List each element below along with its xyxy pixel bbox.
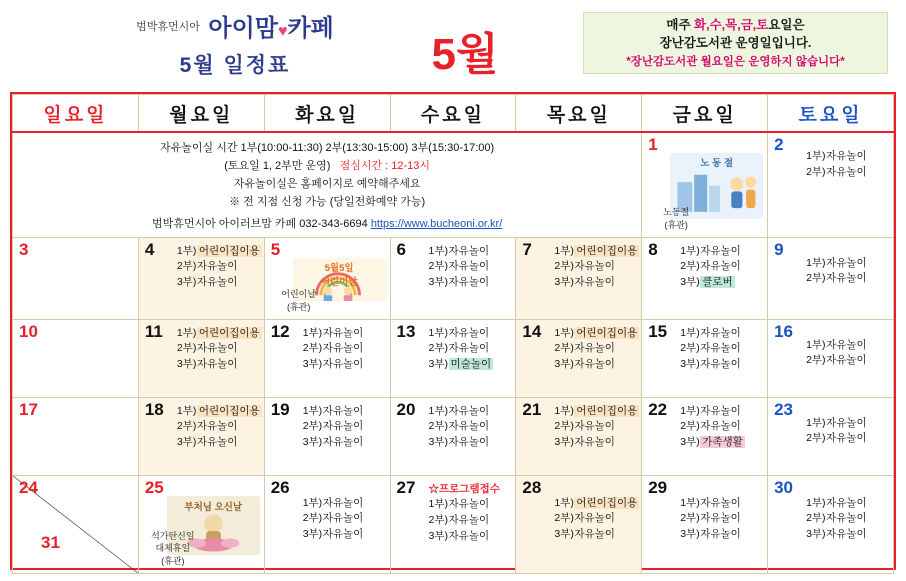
day-26 — [265, 476, 390, 573]
day-items — [680, 404, 764, 451]
slot-2: 2부)자유놀이 — [554, 342, 615, 355]
day-9 — [768, 238, 893, 319]
day-items — [429, 244, 513, 291]
slot-3: 3부)자유놀이 — [554, 276, 615, 289]
weekday-tue: 화요일 — [264, 95, 390, 133]
slot-1: 1부) 어린이집이용 — [176, 244, 260, 257]
day-cell-27[interactable] — [390, 475, 516, 573]
slot-3: 3부)자유놀이 — [680, 358, 741, 371]
day-number: 7 — [522, 239, 532, 259]
brand-prefix: 범박휴먼시아 — [136, 20, 200, 33]
slot-1: 1부) 어린이집이용 — [554, 496, 638, 509]
day-number: 9 — [774, 239, 784, 259]
day-number: 19 — [270, 399, 290, 419]
day-number: 18 — [144, 399, 164, 419]
slot-1: 1부)자유놀이 — [428, 498, 490, 511]
slot-1: 1부) 어린이집이용 — [176, 326, 260, 339]
slot-2: 2부)자유놀이 — [554, 260, 615, 273]
day-items — [806, 338, 890, 370]
page-header — [0, 0, 906, 90]
info-row-5: 범박휴먼시아 아이러브맘 카페 032-343-6694 https://www.bucheoni.or.kr/ — [151, 217, 503, 230]
day-cell-10[interactable] — [13, 319, 139, 397]
calendar-week-5 — [13, 475, 894, 573]
notice-line-3: *장난감도서관 월요일은 운영하지 않습니다* — [626, 55, 845, 68]
day-items — [429, 482, 513, 545]
slot-1: 1부)자유놀이 — [302, 404, 364, 417]
day-22 — [642, 398, 767, 475]
slot-3: 3부)자유놀이 — [680, 528, 741, 541]
slot-1: 1부)자유놀이 — [428, 404, 490, 417]
slot-3: 3부)자유놀이 — [554, 528, 615, 541]
day-number: 12 — [270, 321, 290, 341]
day-14 — [516, 320, 641, 397]
day-cell-22[interactable] — [642, 397, 768, 475]
weekday-sat: 토요일 — [768, 95, 894, 133]
slot-1: 1부) 어린이집이용 — [176, 404, 260, 417]
slot-1: 1부)자유놀이 — [680, 326, 741, 339]
day-number: 13 — [396, 321, 416, 341]
slot-3: 3부)자유놀이 — [428, 529, 490, 542]
day-19 — [265, 398, 390, 475]
slot-1: 1부)자유놀이 — [428, 326, 490, 339]
slot-1: 1부) 어린이집이용 — [554, 326, 638, 339]
program-label: ☆프로그램접수 — [428, 482, 500, 495]
slot-2: 2부)자유놀이 — [554, 512, 615, 525]
day-number: 4 — [144, 239, 155, 259]
day-cell-9[interactable] — [768, 237, 894, 319]
day-cell-14[interactable] — [516, 319, 642, 397]
day-5 — [265, 238, 390, 319]
day-13 — [391, 320, 516, 397]
notice-line-1: 매주 화,수,목,금,토요일은 — [666, 17, 805, 32]
day-11 — [139, 320, 264, 397]
notice-box — [583, 12, 888, 74]
slot-3: 3부)자유놀이 — [806, 528, 867, 541]
day-number: 10 — [19, 321, 38, 341]
day-number: 15 — [648, 321, 668, 341]
slot-1: 1부)자유놀이 — [302, 326, 364, 339]
slot-2: 2부)자유놀이 — [176, 260, 238, 273]
day-items — [680, 496, 764, 543]
day-cell-28[interactable] — [516, 475, 642, 573]
day-cell-23[interactable] — [768, 397, 894, 475]
day-items — [554, 404, 638, 451]
slot-2: 2부)자유놀이 — [680, 342, 741, 355]
day-29 — [642, 476, 767, 573]
slot-2: 2부)자유놀이 — [428, 420, 490, 433]
info-block — [13, 133, 641, 237]
day-number: 24 — [19, 477, 38, 497]
slot-1: 1부)자유놀이 — [806, 256, 867, 269]
day-cell-29[interactable] — [642, 475, 768, 573]
day-cell-17[interactable] — [13, 397, 139, 475]
slot-1: 1부)자유놀이 — [806, 150, 867, 162]
slot-3: 3부)자유놀이 — [428, 436, 490, 449]
slot-3: 3부)자유놀이 — [428, 276, 490, 289]
day-24-31 — [13, 476, 138, 573]
day-25 — [139, 476, 264, 573]
day-number: 20 — [396, 399, 416, 419]
day-items — [177, 404, 261, 451]
info-row-2: (토요일 1, 2부만 운영) 점심시간 : 12-13시 — [224, 160, 430, 173]
day-cell-24-31[interactable] — [13, 475, 139, 573]
day-items — [680, 326, 764, 373]
calendar-week-3 — [13, 319, 894, 397]
day-number: 30 — [774, 477, 793, 497]
slot-3: 3부)자유놀이 — [302, 436, 364, 449]
day-items — [303, 404, 387, 451]
weekday-sun: 일요일 — [13, 95, 139, 133]
weekday-thu: 목요일 — [516, 95, 642, 133]
day-number: 26 — [270, 477, 290, 497]
day-items — [806, 256, 890, 288]
day-items — [806, 416, 890, 448]
day-cell-15[interactable] — [642, 319, 768, 397]
day-items — [554, 496, 638, 543]
day-18 — [139, 398, 264, 475]
website-link[interactable]: https://www.bucheoni.or.kr/ — [370, 217, 503, 230]
info-row-4: ※ 전 지점 신청 가능 (당일전화예약 가능) — [229, 196, 426, 209]
day-items — [303, 496, 387, 543]
day-23 — [768, 398, 893, 475]
info-row-3: 자유놀이실은 홈페이지로 예약해주세요 — [233, 178, 421, 191]
day-number: 2 — [774, 135, 784, 154]
day-27 — [391, 476, 516, 573]
day-1 — [642, 133, 767, 237]
day-12 — [265, 320, 390, 397]
day-cell-6[interactable] — [390, 237, 516, 319]
day-number: 16 — [774, 321, 793, 341]
month-title: 5월 — [431, 30, 499, 79]
info-row-1: 자유놀이실 시간 1부(10:00-11:30) 2부(13:30-15:00) 3부(15:30-17:00) — [160, 142, 495, 154]
day-items — [554, 326, 638, 373]
brand-mark-sub: 카페 — [287, 15, 334, 42]
day-cell-2[interactable] — [768, 132, 894, 237]
brand-logo — [95, 8, 375, 79]
day-cell-30[interactable] — [768, 475, 894, 573]
weekday-mon: 월요일 — [138, 95, 264, 133]
day-cell-12[interactable] — [264, 319, 390, 397]
day-cell-21[interactable] — [516, 397, 642, 475]
brand-mark-main: 아이맘 — [208, 15, 278, 42]
weekday-wed: 수요일 — [390, 95, 516, 133]
slot-2: 2부)자유놀이 — [806, 432, 867, 445]
day-items — [680, 244, 764, 291]
day-items — [429, 326, 513, 373]
day-number: 25 — [144, 477, 164, 497]
slot-1: 1부)자유놀이 — [680, 244, 741, 257]
day-number: 1 — [648, 135, 658, 154]
holiday-note: 노동절 (휴관) — [663, 207, 690, 230]
slot-1: 1부) 어린이집이용 — [554, 244, 638, 257]
slot-1: 1부)자유놀이 — [806, 496, 867, 509]
day-cell-26[interactable] — [264, 475, 390, 573]
day-cell-7[interactable] — [516, 237, 642, 319]
slot-2: 2부)자유놀이 — [428, 260, 490, 273]
calendar-week-4 — [13, 397, 894, 475]
slot-1: 1부)자유놀이 — [428, 244, 490, 257]
day-20 — [391, 398, 516, 475]
slot-2: 2부)자유놀이 — [806, 272, 867, 285]
day-number: 22 — [648, 399, 668, 419]
day-cell-8[interactable] — [642, 237, 768, 319]
holiday-note: 어린이날 (휴관) — [281, 289, 317, 312]
day-cell-20[interactable] — [390, 397, 516, 475]
day-items — [806, 149, 890, 181]
day-cell-4[interactable] — [138, 237, 264, 319]
slot-3: 3부) 미술놀이 — [428, 358, 492, 371]
buddha-day-caption: 부처님 오신날 — [184, 501, 243, 513]
day-cell-1[interactable] — [642, 132, 768, 237]
calendar-week-2 — [13, 237, 894, 319]
notice-line-2: 장난감도서관 운영일입니다. — [659, 35, 812, 50]
weekday-header-row — [13, 95, 894, 133]
day-cell-18[interactable] — [138, 397, 264, 475]
slot-3: 3부)자유놀이 — [176, 358, 238, 371]
day-17 — [13, 398, 138, 475]
childrens-day-caption: 5월5일 어린이날 — [320, 262, 358, 288]
day-items — [806, 496, 890, 543]
day-number: 3 — [19, 239, 29, 259]
labor-day-caption: 노 동 절 — [700, 158, 734, 169]
day-4 — [139, 238, 264, 319]
slot-1: 1부) 어린이집이용 — [554, 404, 638, 417]
day-number: 29 — [648, 477, 668, 497]
slot-3: 3부)자유놀이 — [176, 436, 238, 449]
day-7 — [516, 238, 641, 319]
slot-2: 2부)자유놀이 — [176, 342, 238, 355]
slot-2: 2부)자유놀이 — [680, 260, 741, 273]
day-2 — [768, 133, 893, 237]
day-6 — [391, 238, 516, 319]
day-number: 21 — [522, 399, 542, 419]
slot-3: 3부)자유놀이 — [554, 436, 615, 449]
day-16 — [768, 320, 893, 397]
slot-3: 3부)자유놀이 — [302, 358, 364, 371]
day-number: 23 — [774, 399, 793, 419]
day-cell-5[interactable] — [264, 237, 390, 319]
slot-2: 2부)자유놀이 — [680, 512, 741, 525]
calendar-week-1 — [13, 132, 894, 237]
day-8 — [642, 238, 767, 319]
slot-2: 2부)자유놀이 — [428, 514, 490, 527]
weekday-fri: 금요일 — [642, 95, 768, 133]
day-cell-19[interactable] — [264, 397, 390, 475]
day-3 — [13, 238, 138, 319]
slot-1: 1부)자유놀이 — [806, 338, 867, 351]
day-cell-25[interactable] — [138, 475, 264, 573]
day-items — [303, 326, 387, 373]
day-15 — [642, 320, 767, 397]
day-number: 11 — [144, 321, 163, 341]
slot-2: 2부)자유놀이 — [806, 354, 867, 367]
day-cell-3[interactable] — [13, 237, 139, 319]
day-number: 27 — [396, 477, 416, 497]
day-items — [429, 404, 513, 451]
slot-2: 2부)자유놀이 — [680, 420, 741, 433]
day-number: 14 — [522, 321, 542, 341]
slot-2: 2부)자유놀이 — [176, 420, 238, 433]
day-10 — [13, 320, 138, 397]
slot-1: 1부)자유놀이 — [680, 404, 741, 417]
slot-2: 2부)자유놀이 — [554, 420, 615, 433]
slot-1: 1부)자유놀이 — [806, 416, 867, 429]
day-number: 5 — [270, 239, 281, 259]
slot-1: 1부)자유놀이 — [302, 496, 364, 509]
slot-3: 3부)자유놀이 — [554, 358, 615, 371]
day-30 — [768, 476, 893, 573]
day-items — [177, 326, 261, 373]
day-cell-13[interactable] — [390, 319, 516, 397]
day-number-31: 31 — [41, 532, 60, 552]
slot-2: 2부)자유놀이 — [428, 342, 490, 355]
calendar-table — [12, 94, 894, 574]
brand-mark — [208, 8, 333, 43]
slot-3: 3부)자유놀이 — [176, 276, 238, 289]
slot-3: 3부) 가족생활 — [680, 436, 743, 449]
info-cell — [13, 132, 642, 237]
slot-2: 2부)자유놀이 — [302, 512, 364, 525]
day-21 — [516, 398, 641, 475]
slot-2: 2부)자유놀이 — [302, 420, 364, 433]
day-28 — [516, 476, 641, 573]
slot-3: 3부)자유놀이 — [302, 528, 364, 541]
day-items — [554, 244, 638, 291]
page-title: 5월 일정표 — [179, 54, 291, 77]
day-number: 28 — [522, 477, 542, 497]
day-items — [177, 244, 261, 291]
slot-2: 2부)자유놀이 — [806, 165, 867, 178]
day-number: 17 — [19, 399, 38, 419]
slot-3: 3부) 클로버 — [680, 276, 733, 289]
day-number: 6 — [396, 239, 406, 259]
slot-2: 2부)자유놀이 — [302, 342, 364, 355]
slot-2: 2부)자유놀이 — [806, 512, 867, 525]
slot-1: 1부)자유놀이 — [680, 496, 741, 509]
day-cell-16[interactable] — [768, 319, 894, 397]
day-number: 8 — [648, 239, 658, 259]
heart-icon: ♥ — [277, 23, 288, 40]
holiday-note: 석가탄신일 대체휴일 (휴관) — [151, 531, 195, 566]
calendar-table-wrap — [10, 92, 896, 570]
day-cell-11[interactable] — [138, 319, 264, 397]
